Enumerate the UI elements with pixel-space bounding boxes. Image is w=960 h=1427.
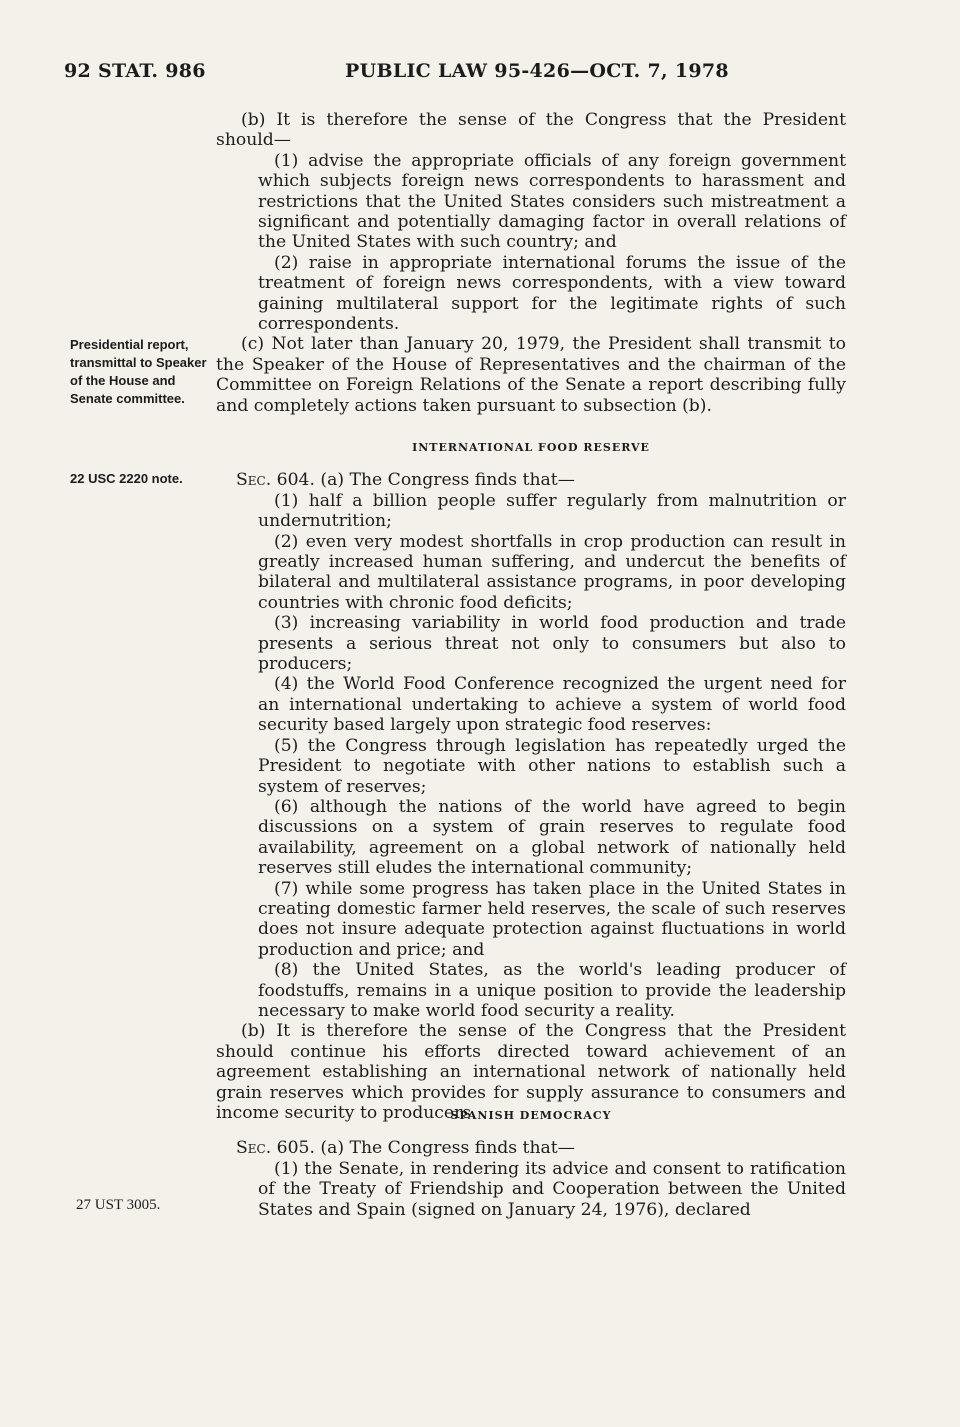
margin-note-presidential-report: Presidential report, transmittal to Speaker of the House and Senate committee. [70,337,207,406]
sec604-a-intro [216,470,846,490]
sec605-label: Sec. 605. [236,1138,315,1159]
sec605-item-1: (1) the Senate, in rendering its advice and consent to ratification of the Treaty of Friendship and Cooperation between the United States and Spain (signed on January 24, 1976), declared [258,1158,846,1220]
sec603-c-text: (c) Not later than January 20, 1979, the President shall transmit to the Speaker of the House of Representatives and the chairman of the Committee on Foreign Relations of the Senate a report describing fully and completely actions taken pursuant to subsection (b). [216,334,846,416]
margin-note-ust: 27 UST 3005. [76,1197,161,1213]
sec604-item-3: (3) increasing variability in world food production and trade presents a serious threat not only to consumers but also to producers; [258,613,846,675]
sec604-item-8: (8) the United States, as the world's leading producer of foodstuffs, remains in a unique position to provide the leadership necessary to make world food security a reality. [258,960,846,1021]
sec604-item-2: (2) even very modest shortfalls in crop production can result in greatly increased human suffering, and undercut the benefits of bilateral and multilateral assistance programs, in poor developing countries with chronic food deficits; [258,531,846,613]
sec603-b-intro: (b) It is therefore the sense of the Congress that the President should— [216,110,846,151]
sec605-heading: SPANISH DEMOCRACY [450,1109,612,1122]
sec604-a-intro-text: (a) The Congress finds that— [320,470,575,491]
statute-reference: 92 STAT. 986 [64,60,206,82]
page-title: PUBLIC LAW 95-426—OCT. 7, 1978 [345,60,729,82]
sec603-b-item-1: (1) advise the appropriate officials of any foreign government which subjects foreign news correspondents to harassment and restrictions that the United States considers such mistreatment a significant and potentially damaging factor in overall relations of the United States with such country; and [258,150,846,253]
sec604-label: Sec. 604. [236,470,315,491]
sec604-item-6: (6) although the nations of the world have agreed to begin discussions on a system of grain reserves to regulate food availability, agreement on a global network of nationally held reserves still eludes the international community; [258,796,846,879]
section-605 [216,1100,846,1220]
sec604-item-7: (7) while some progress has taken place in the United States in creating domestic farmer held reserves, the scale of such reserves does not insure adequate protection against fluctuations in world production and price; and [258,878,846,960]
sec604-heading: INTERNATIONAL FOOD RESERVE [412,441,650,454]
sec605-a-intro [216,1138,846,1158]
sec603-b-item-2: (2) raise in appropriate international forums the issue of the treatment of foreign news correspondents, with a view toward gaining multilateral support for the legitimate rights of such correspondents. [258,252,846,335]
section-603-continued [216,110,846,416]
section-604 [216,432,846,1123]
margin-note-usc: 22 USC 2220 note. [70,471,183,486]
sec605-a-intro-text: (a) The Congress finds that— [320,1138,575,1159]
sec604-b-text: (b) It is therefore the sense of the Congress that the President should continue his efforts directed toward achievement of an agreement establishing an international network of nationally held grain reserves which provides for supply assurance to consumers and income security to producers. [216,1021,846,1123]
sec604-item-5: (5) the Congress through legislation has repeatedly urged the President to negotiate with other nations to establish such a system of reserves; [258,735,846,797]
sec604-item-1: (1) half a billion people suffer regularly from malnutrition or undernutrition; [258,490,846,532]
sec604-item-4: (4) the World Food Conference recognized the urgent need for an international undertaking to achieve a system of world food security based largely upon strategic food reserves: [258,674,846,736]
